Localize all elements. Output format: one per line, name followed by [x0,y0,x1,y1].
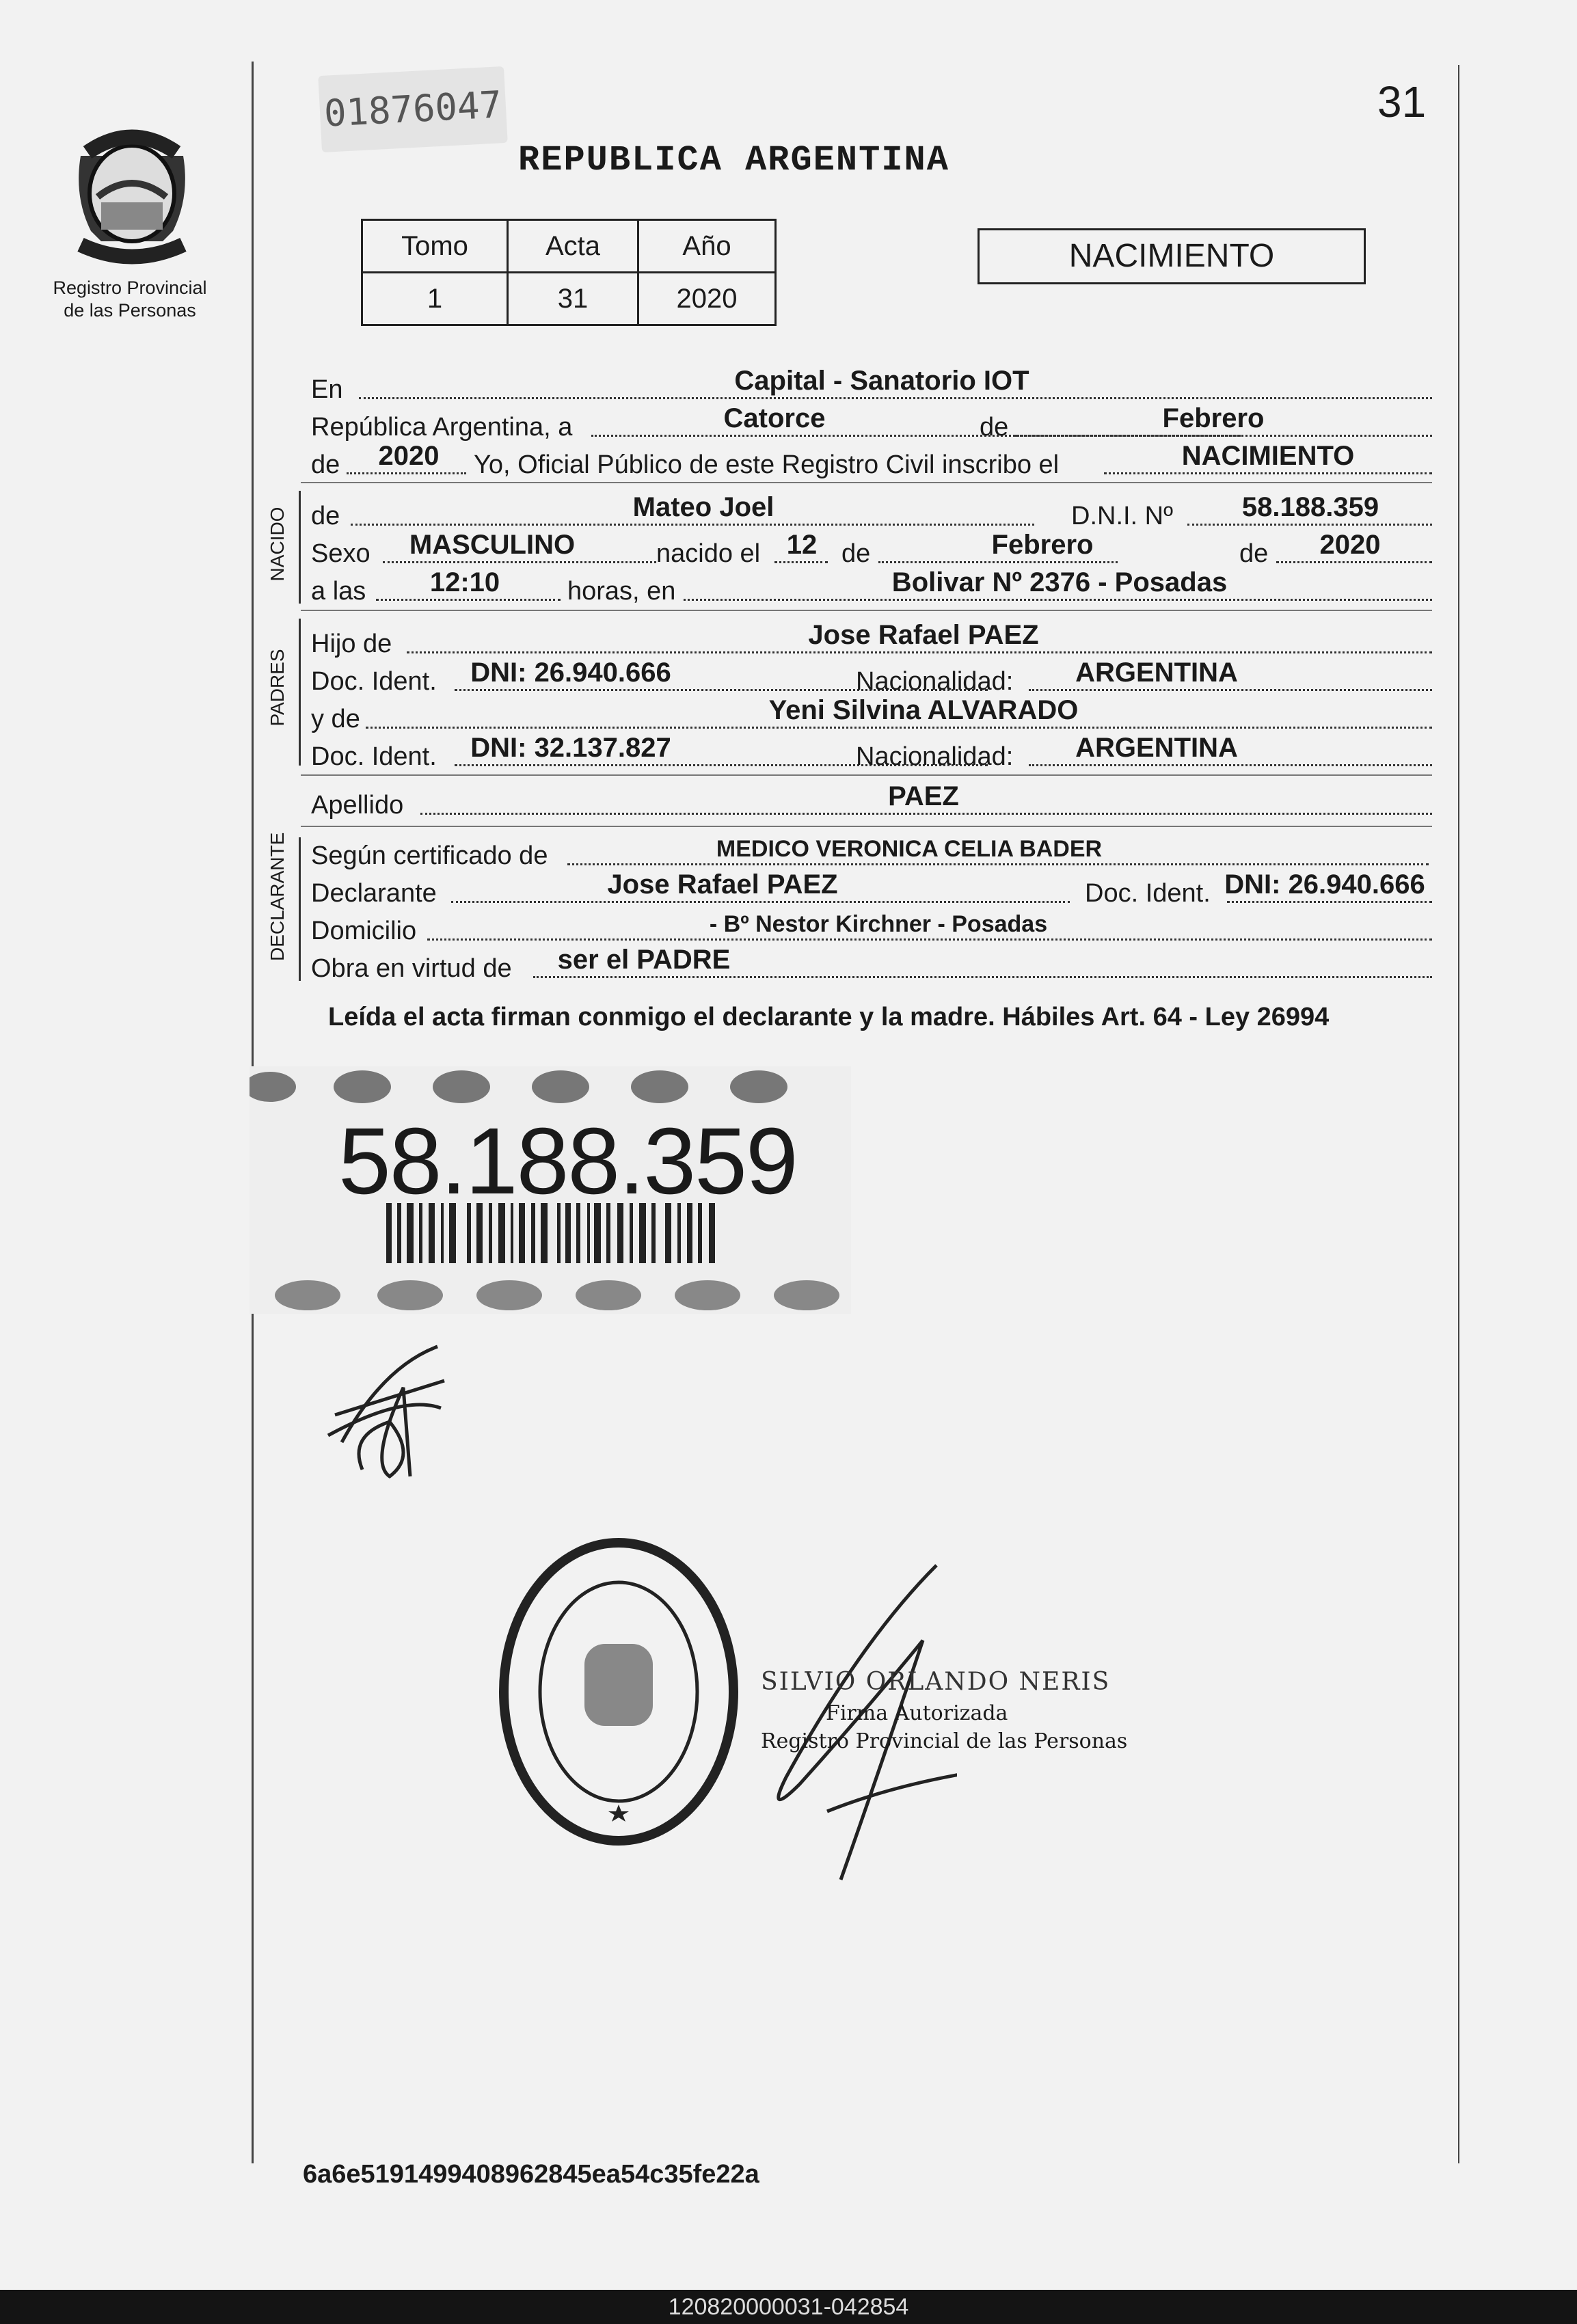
officer-name: SILVIO ORLANDO NERIS [761,1668,1111,1696]
record-value-acta: 31 [508,273,638,325]
watermark-icons-bottom [275,1280,839,1310]
apellido-row [311,781,1432,820]
padres-section-label: PADRES [267,649,288,727]
sexo-label: Sexo [311,539,370,568]
official-text: Yo, Oficial Público de este Registro Civil inscribo el [474,450,1060,479]
intro-row-year [311,441,1432,480]
declarant-doc-value: DNI: 26.940.666 [1224,869,1425,900]
declarante-row-capacity [311,945,1432,984]
padres-row-father [311,620,1432,659]
record-table [361,219,777,326]
seal-outer-text [437,1914,458,1915]
declarante-section-label: DECLARANTE [267,832,288,961]
declarante-row-address [311,910,1432,946]
intro-row-date [311,403,1432,442]
father-doc-label: Doc. Ident. [311,667,437,696]
birth-month-value: Febrero [991,530,1094,560]
record-value-tomo: 1 [362,273,508,325]
father-doc-value: DNI: 26.940.666 [470,658,671,688]
father-name-value: Jose Rafael PAEZ [808,620,1039,650]
intro-row-place [311,366,1432,405]
horas-label: horas, en [567,577,676,606]
child-dni-value: 58.188.359 [1241,492,1379,522]
sex-value: MASCULINO [409,530,576,560]
record-header-acta: Acta [508,220,638,273]
place-value: Capital - Sanatorio IOT [734,366,1029,396]
event-value: NACIMIENTO [1181,441,1355,471]
domicilio-label: Domicilio [311,917,417,945]
address-value: - Bº Nestor Kirchner - Posadas [709,911,1048,937]
nacido-section-label: NACIDO [267,506,288,582]
padres-row-mother [311,695,1432,734]
signature-block [761,1668,1127,1753]
record-header-tomo: Tomo [362,220,508,273]
mother-doc-label: Doc. Ident. [311,742,437,771]
dni-label: D.N.I. Nº [1071,502,1173,530]
hijo-de-label: Hijo de [311,630,392,658]
alas-label: a las [311,577,366,606]
year-value: 2020 [378,441,440,471]
page-number: 31 [1377,77,1427,126]
dni-large-number: 58.188.359 [338,1109,797,1214]
padres-row-mother-doc [311,733,1432,772]
closing-text: Leída el acta firman conmigo el declarante y la madre. Hábiles Art. 64 - Ley 26994 [328,1003,1330,1031]
birth-day-value: 12 [786,530,818,560]
nacido-de-label-2: de [841,539,871,568]
nacido-row-name [311,492,1432,531]
mother-name-value: Yeni Silvina ALVARADO [768,695,1079,725]
mother-doc-value: DNI: 32.137.827 [470,733,671,763]
declarante-row-cert [311,835,1432,871]
footer-code: 120820000031-042854 [0,2290,1577,2324]
registry-caption [27,277,232,322]
nacido-row-time [311,567,1432,606]
right-margin-line [1458,65,1459,2163]
declarant-name-value: Jose Rafael PAEZ [607,869,838,900]
watermark-icons-top [250,1070,787,1103]
de-label-1: de [980,413,1009,442]
de-label-2: de [311,450,340,479]
record-type-box: NACIMIENTO [978,228,1366,284]
certificate-label: Según certificado de [311,841,548,870]
declarant-signature [321,1340,451,1483]
registry-caption-line1: Registro Provincial [53,278,207,298]
nacido-de-label-3: de [1239,539,1269,568]
republica-label: República Argentina, a [311,413,573,442]
father-nationality-value: ARGENTINA [1075,658,1238,688]
father-nationality-label: Nacionalidad: [856,667,1014,696]
birth-place-value: Bolivar Nº 2376 - Posadas [891,567,1228,597]
obra-label: Obra en virtud de [311,954,512,983]
declarante-row-name [311,869,1432,908]
officer-office: Registro Provincial de las Personas [761,1729,1128,1753]
document-hash: 6a6e5191499408962845ea54c35fe22a [303,2160,759,2189]
month-value: Febrero [1162,403,1265,433]
apellido-label: Apellido [311,791,404,820]
apellido-value: PAEZ [888,781,959,811]
time-value: 12:10 [429,567,500,597]
record-header-ano: Año [638,220,776,273]
en-label: En [311,375,343,404]
child-name-value: Mateo Joel [632,492,774,522]
record-value-ano: 2020 [638,273,776,325]
birth-year-value: 2020 [1319,530,1381,560]
declarant-doc-label: Doc. Ident. [1085,879,1211,908]
nacido-row-sex [311,530,1432,569]
day-words-value: Catorce [723,403,826,433]
nacido-de-label: de [311,502,340,530]
seal-inner-text [437,1915,444,1916]
nacido-el-label: nacido el [656,539,761,568]
serial-number: 01876047 [318,66,507,152]
mother-nationality-label: Nacionalidad: [856,742,1014,771]
official-seal [496,1535,742,1849]
officer-role: Firma Autorizada [826,1701,1008,1725]
document-title [0,140,1577,180]
mother-nationality-value: ARGENTINA [1075,733,1238,763]
registry-caption-line2: de las Personas [64,300,196,321]
y-de-label: y de [311,705,360,733]
country-title: REPUBLICA ARGENTINA [518,140,949,180]
capacity-value: ser el PADRE [557,945,731,975]
certificate-value: MEDICO VERONICA CELIA BADER [716,836,1103,862]
padres-row-father-doc [311,658,1432,697]
declarant-label: Declarante [311,879,437,908]
